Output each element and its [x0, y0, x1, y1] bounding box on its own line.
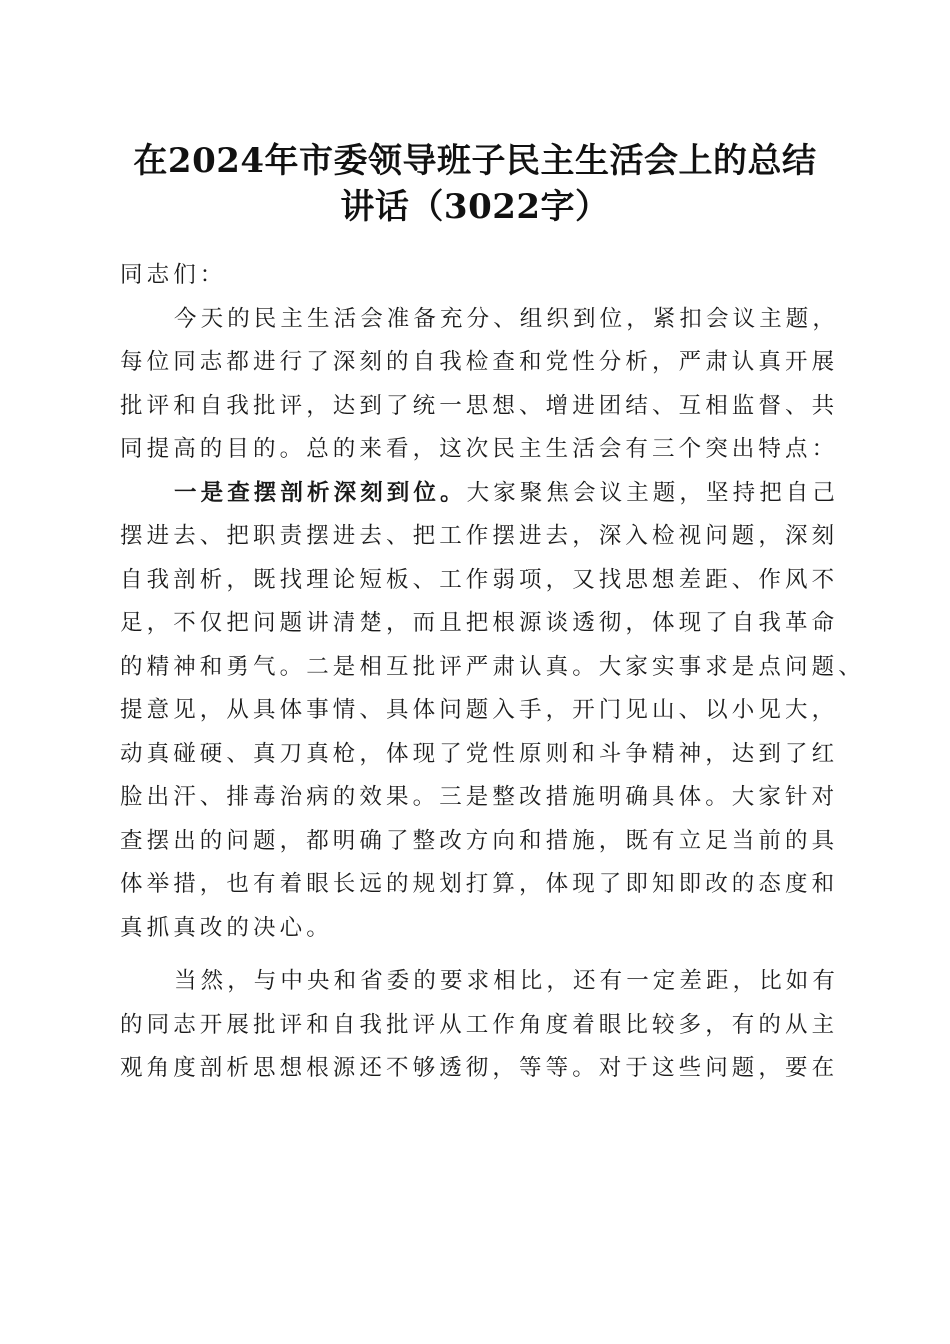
- paragraph-line: 的精神和勇气。二是相互批评严肃认真。大家实事求是点问题、: [120, 653, 865, 680]
- paragraph-line: 今天的民主生活会准备充分、组织到位，紧扣会议主题，: [174, 305, 840, 332]
- paragraph-line: 当然，与中央和省委的要求相比，还有一定差距，比如有: [174, 968, 840, 994]
- title-line-1: 在2024年市委领导班子民主生活会上的总结: [133, 141, 817, 181]
- document-body: [120, 254, 865, 1091]
- paragraph-line: 同提高的目的。总的来看，这次民主生活会有三个突出特点：: [120, 436, 839, 462]
- paragraph-line: 体举措，也有着眼长远的规划打算，体现了即知即改的态度和: [120, 871, 839, 897]
- paragraph-line: 脸出汗、排毒治病的效果。三是整改措施明确具体。大家针对: [120, 784, 839, 810]
- paragraph-3: [120, 960, 850, 1091]
- salutation: 同志们：: [120, 262, 227, 288]
- title-line-2: 讲话（3022字）: [340, 187, 610, 227]
- paragraph-text: 大家聚焦会议主题，坚持把自己: [466, 479, 840, 506]
- document-title: [90, 138, 860, 230]
- paragraph-line: 查摆出的问题，都明确了整改方向和措施，既有立足当前的具: [120, 827, 839, 854]
- paragraph-line: 真抓真改的决心。: [120, 914, 333, 941]
- paragraph-line: 提意见，从具体事情、具体问题入手，开门见山、以小见大，: [120, 697, 839, 723]
- paragraph-line: 观角度剖析思想根源还不够透彻，等等。对于这些问题，要在: [120, 1055, 839, 1081]
- paragraph-line: 足，不仅把问题讲清楚，而且把根源谈透彻，体现了自我革命: [120, 610, 839, 636]
- paragraph-gap: [120, 950, 850, 960]
- paragraph-line: 动真碰硬、真刀真枪，体现了党性原则和斗争精神，达到了红: [120, 740, 839, 767]
- paragraph-line: 的同志开展批评和自我批评从工作角度着眼比较多，有的从主: [120, 1011, 839, 1038]
- paragraph-line: [120, 472, 850, 516]
- point-one-heading: 一是查摆剖析深刻到位。: [174, 479, 467, 506]
- paragraph-line: 每位同志都进行了深刻的自我检查和党性分析，严肃认真开展: [120, 349, 839, 375]
- paragraph-line: 摆进去、把职责摆进去、把工作摆进去，深入检视问题，深刻: [120, 523, 839, 549]
- paragraph-line: 自我剖析，既找理论短板、工作弱项，又找思想差距、作风不: [120, 566, 839, 593]
- paragraph-line: 批评和自我批评，达到了统一思想、增进团结、互相监督、共: [120, 392, 839, 419]
- paragraph-1: [120, 298, 850, 472]
- paragraph-2: [120, 472, 865, 951]
